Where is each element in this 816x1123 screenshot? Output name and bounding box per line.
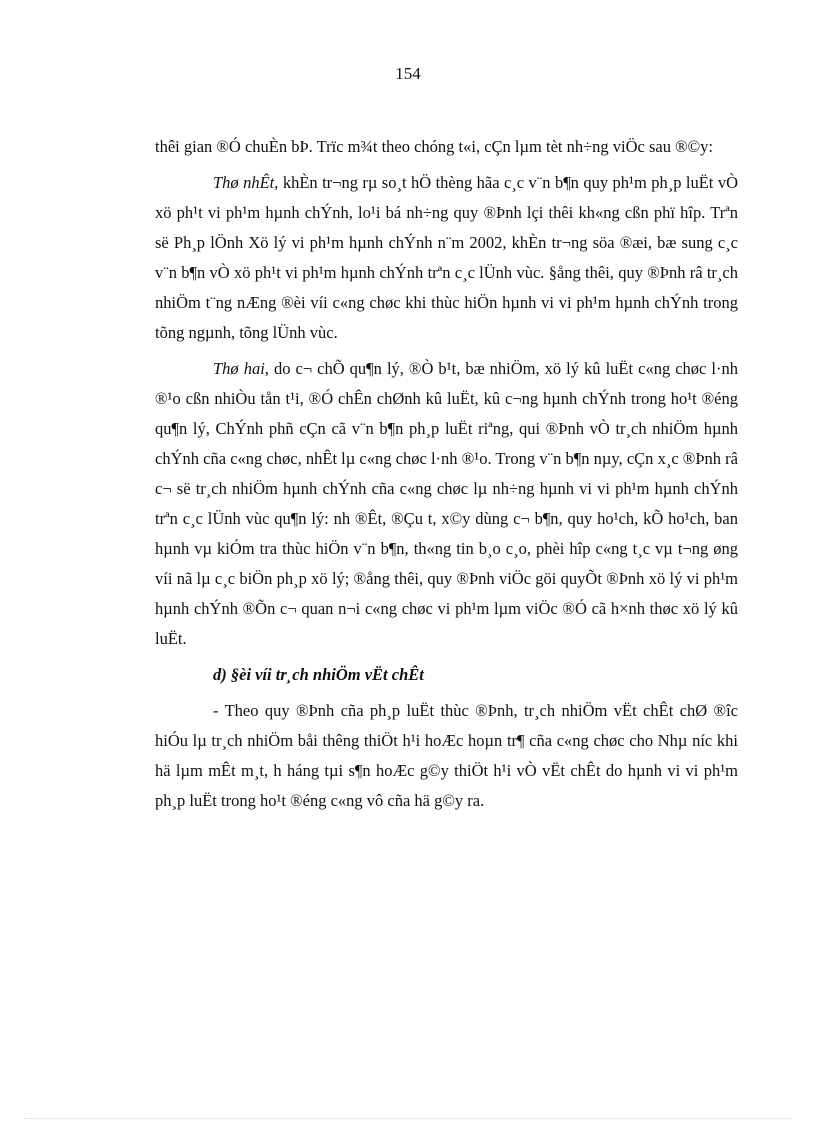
intro-paragraph <box>155 132 738 162</box>
section-paragraph-text: - Theo quy ®Þnh cña ph¸p luËt thùc ®Þnh, tr¸ch nhiÖm vËt chÊt chØ ®îc hiÓu lµ tr¸ch nhiÖm båi thêng thiÖt h¹i hoÆc hoµn tr¶ cña c«ng chøc cho Nhµ níc khi hä lµm mÊt m¸t, h háng tµi s¶n hoÆc g©y thiÖt h¹i vÒ vËt chÊt do hµnh vi vi ph¹m ph¸p luËt trong ho¹t ®éng c«ng vô cña hä g©y ra. <box>155 701 738 810</box>
section-paragraph <box>155 696 738 816</box>
intro-text: thêi gian ®Ó chuÈn bÞ. Trïc m¾t theo chóng t«i, cÇn lµm tèt nh÷ng viÖc sau ®©y: <box>155 137 714 156</box>
section-heading: d) §èi víi tr¸ch nhiÖm vËt chÊt <box>213 665 424 684</box>
second-point-lead: Thø hai <box>213 359 265 378</box>
second-point-paragraph <box>155 354 738 654</box>
first-point-lead: Thø nhÊt <box>213 173 275 192</box>
first-point-paragraph <box>155 168 738 348</box>
second-point-text: , do c¬ chÕ qu¶n lý, ®Ò b¹t, bæ nhiÖm, xö lý kû luËt c«ng chøc l·nh ®¹o cßn nhiÒu tån t¹i, ®Ó chÊn chØnh kû luËt, kû c¬ng hµnh chÝnh trong ho¹t ®éng qu¶n lý, ChÝnh phñ cÇn cã v¨n b¶n ph¸p luËt riªng, qui ®Þnh vÒ tr¸ch nhiÖm hµnh chÝnh cña c«ng chøc, nhÊt lµ c«ng chøc l·nh ®¹o. Trong v¨n b¶n nµy, cÇn x¸c ®Þnh râ c¬ së tr¸ch nhiÖm hµnh chÝnh cña c«ng chøc lµ nh÷ng hµnh vi vi ph¹m hµnh chÝnh trªn c¸c lÜnh vùc qu¶n lý: nh ®Êt, ®Çu t, x©y dùng c¬ b¶n, quy ho¹ch, kÕ ho¹ch, ban hµnh vµ kiÓm tra thùc hiÖn v¨n b¶n, th«ng tin b¸o c¸o, phèi hîp c«ng t¸c vµ t¬ng øng víi nã lµ c¸c biÖn ph¸p xö lý; ®ång thêi, quy ®Þnh viÖc göi quyÕt ®Þnh xö lý vi ph¹m hµnh chÝnh ®Õn c¬ quan n¬i c«ng chøc vi ph¹m lµm viÖc ®Ó cã h×nh thøc xö lý kû luËt. <box>155 359 738 648</box>
page-bottom-rule <box>24 1118 792 1119</box>
document-body <box>155 132 738 822</box>
page-number: 154 <box>395 64 421 83</box>
first-point-text: , khÈn tr¬ng rµ so¸t hÖ thèng hãa c¸c v¨n b¶n quy ph¹m ph¸p luËt vÒ xö ph¹t vi ph¹m hµnh chÝnh, lo¹i bá nh÷ng quy ®Þnh lçi thêi kh«ng cßn phï hîp. Trªn së Ph¸p lÖnh Xö lý vi ph¹m hµnh chÝnh n¨m 2002, khÈn tr¬ng söa ®æi, bæ sung c¸c v¨n b¶n vÒ xö ph¹t vi ph¹m hµnh chÝnh trªn c¸c lÜnh vùc. §ång thêi, quy ®Þnh râ tr¸ch nhiÖm t¨ng nÆng ®èi víi c«ng chøc khi thùc hiÖn hµnh vi vi ph¹m hµnh chÝnh trong tõng ngµnh, tõng lÜnh vùc. <box>155 173 738 342</box>
